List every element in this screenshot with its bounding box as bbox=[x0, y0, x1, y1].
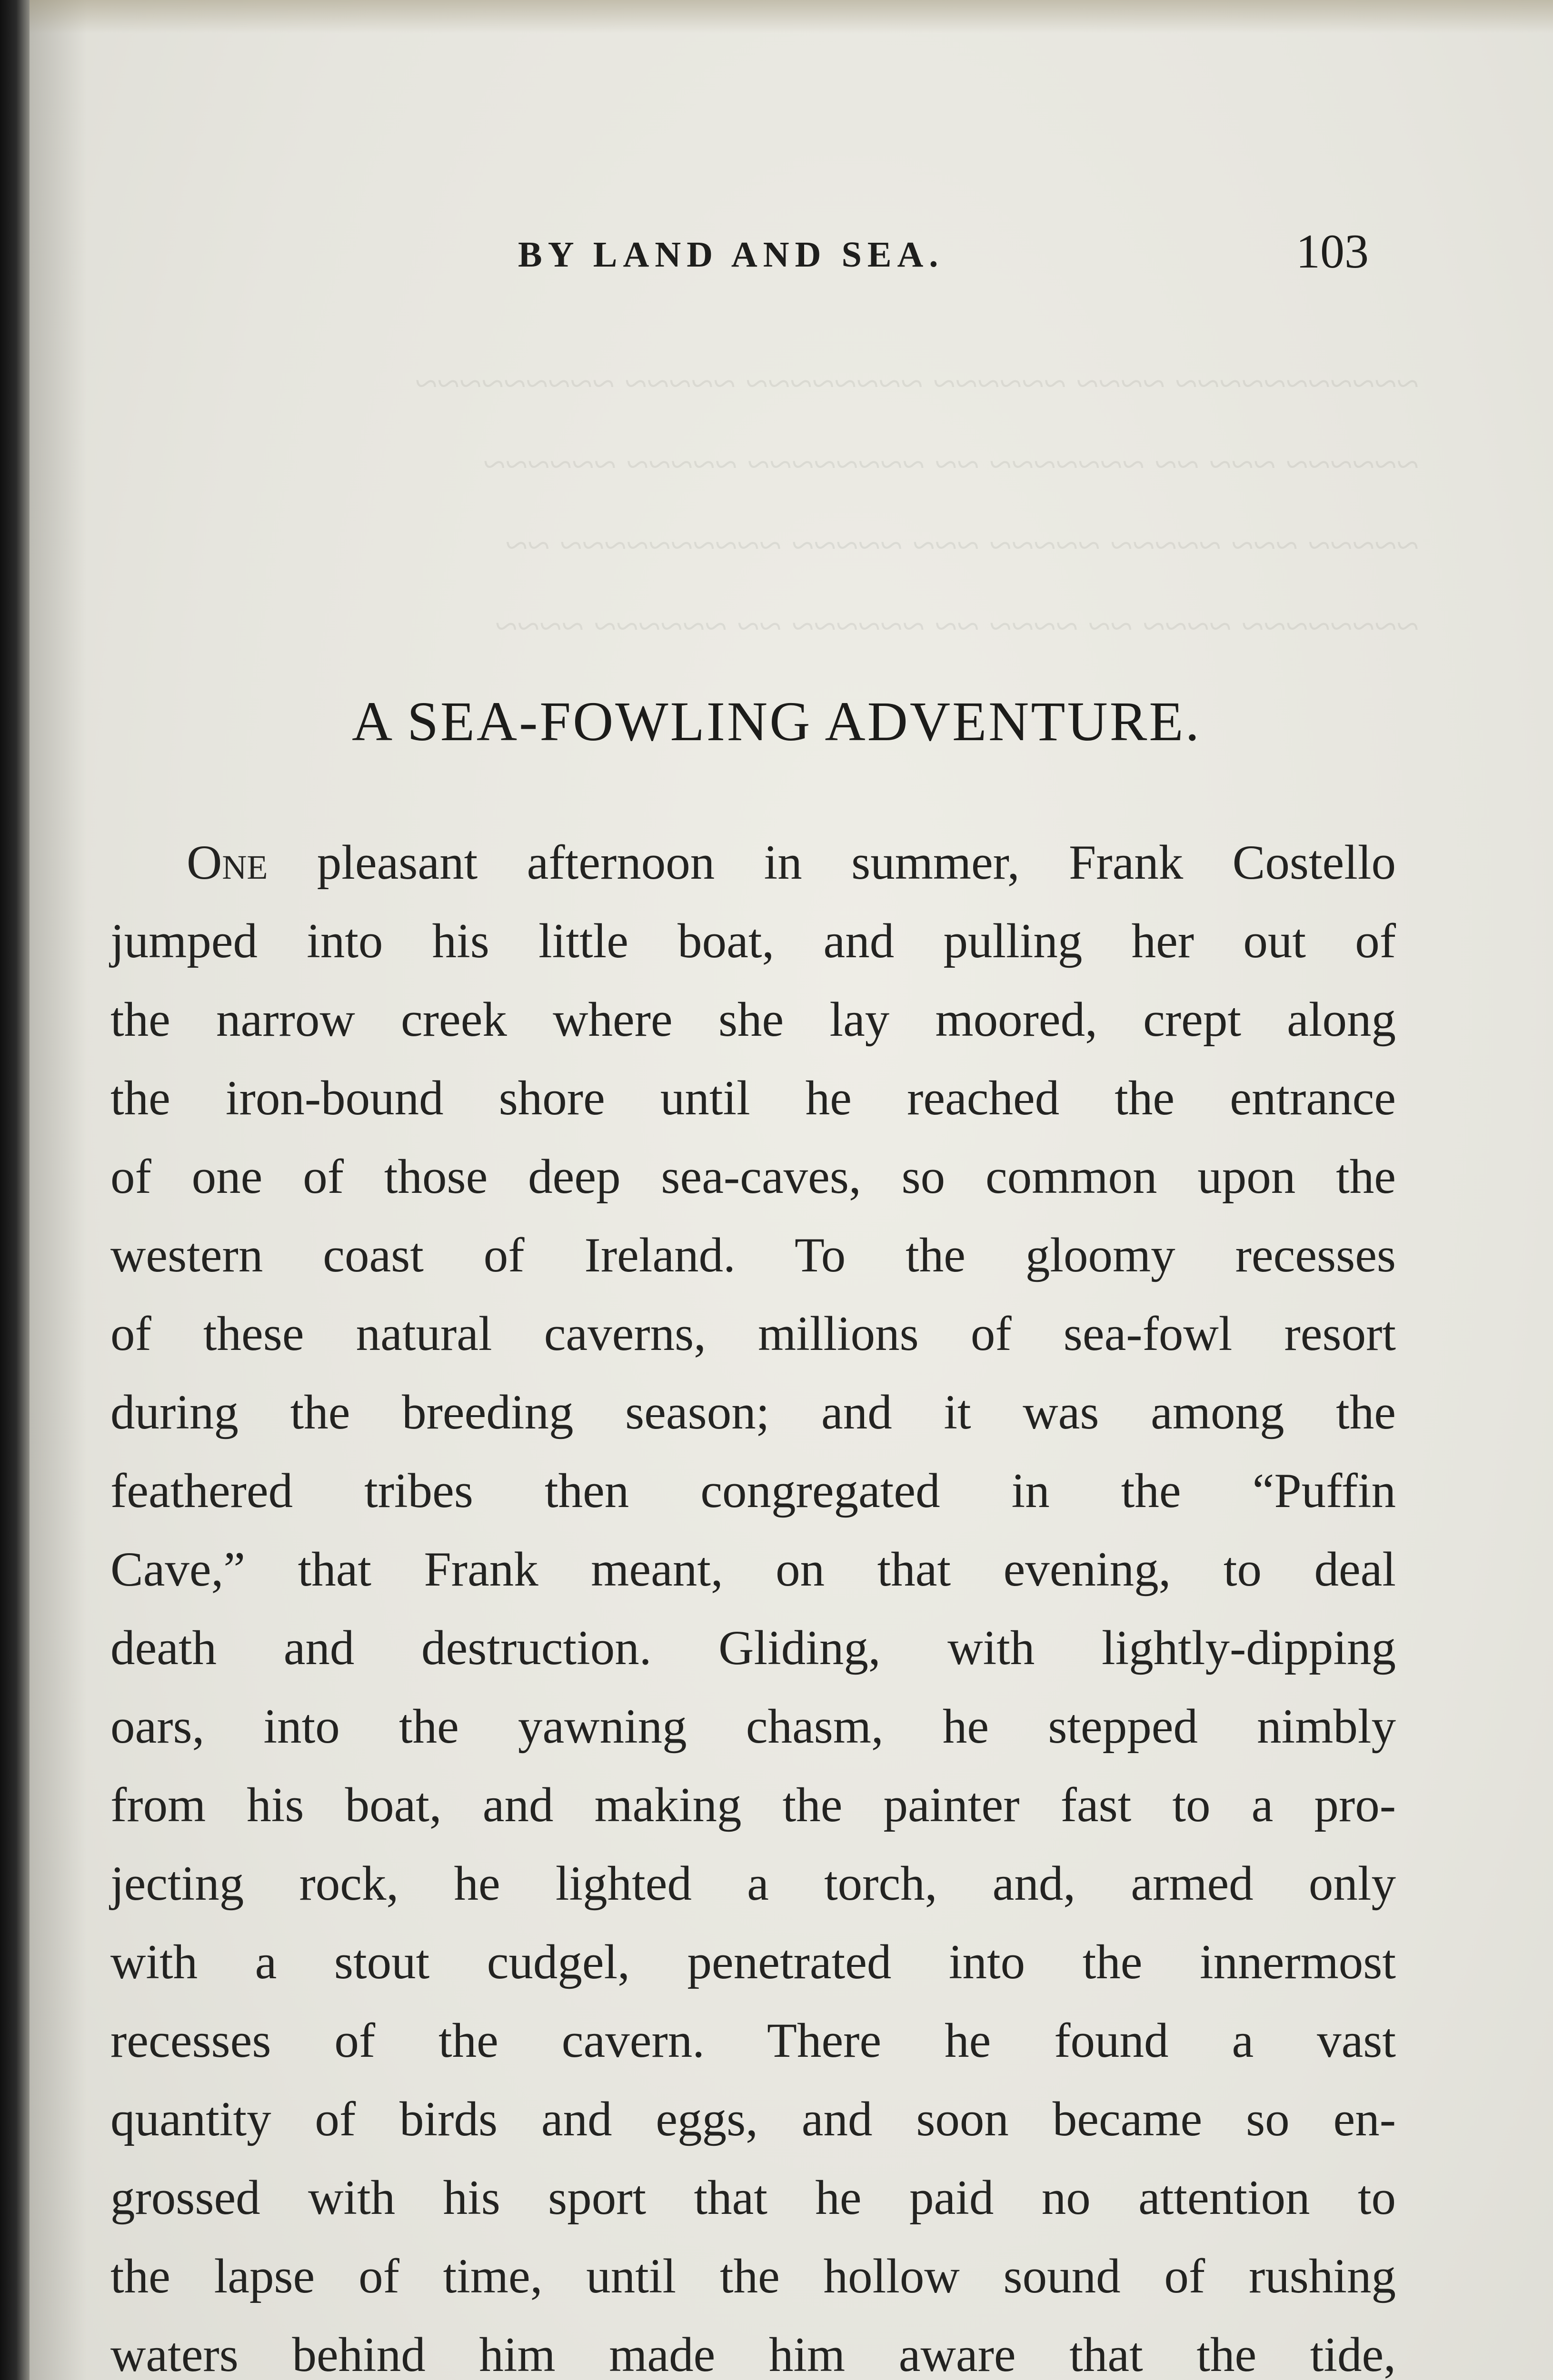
text-line: the iron-bound shore until he reached the entrance bbox=[110, 1071, 1396, 1125]
gutter-shadow bbox=[30, 0, 87, 2380]
text-line: quantity of birds and eggs, and soon became so en- bbox=[110, 2092, 1396, 2146]
text-line: feathered tribes then congregated in the “Puffin bbox=[110, 1464, 1396, 1518]
text-line: oars, into the yawning chasm, he stepped nimbly bbox=[110, 1699, 1396, 1754]
text-line: waters behind him made him aware that the tide, bbox=[110, 2328, 1396, 2380]
text-line: of one of those deep sea-caves, so common upon the bbox=[110, 1150, 1396, 1204]
text-line: of these natural caverns, millions of sea-fowl resort bbox=[110, 1307, 1396, 1361]
text-line: Cave,” that Frank meant, on that evening, to deal bbox=[110, 1542, 1396, 1597]
page-top-edge bbox=[30, 0, 1553, 33]
text-line: the lapse of time, until the hollow sound of rushing bbox=[110, 2249, 1396, 2303]
book-binding-edge bbox=[0, 0, 30, 2380]
running-title: BY LAND AND SEA. bbox=[518, 235, 944, 275]
text-line: grossed with his sport that he paid no attention to bbox=[110, 2171, 1396, 2225]
text-line: recesses of the cavern. There he found a vast bbox=[110, 2013, 1396, 2068]
running-header bbox=[0, 225, 1553, 287]
text-line: jumped into his little boat, and pulling her out of bbox=[110, 914, 1396, 968]
drop-word: One bbox=[187, 835, 268, 890]
body-text bbox=[110, 823, 1396, 2380]
text-line: during the breeding season; and it was among the bbox=[110, 1385, 1396, 1439]
show-through-texture: ~~~~~~~~~~~ ~~~~ ~~~~~~ ~~~~~~~~ ~~~~~ ~~~~~~~~~ ~~~~~~ ~~~ ~~ ~~~~~~~ ~~ ~~~~~~~~ ~~~~~ ~~~~~~ ~~~~~ ~~~ ~~~~~ ~~~~~ ~~~ ~~~~~ ~~~~~~~~~~ ~~ ~~~~~~~~ ~~~~ ~~ ~~~~ ~~ ~~~~~~ ~~ ~~~~~~ ~~~~ bbox=[415, 360, 1419, 649]
text-line: with a stout cudgel, penetrated into the innermost bbox=[110, 1935, 1396, 1989]
page-number: 103 bbox=[1296, 225, 1369, 278]
text-line: jecting rock, he lighted a torch, and, armed only bbox=[110, 1856, 1396, 1911]
text-line: from his boat, and making the painter fast to a pro- bbox=[110, 1778, 1396, 1832]
text-line: the narrow creek where she lay moored, crept along bbox=[110, 992, 1396, 1047]
text-line: death and destruction. Gliding, with lightly-dipping bbox=[110, 1621, 1396, 1675]
text-line: One pleasant afternoon in summer, Frank Costello bbox=[187, 835, 1396, 890]
chapter-title: A SEA-FOWLING ADVENTURE. bbox=[352, 690, 1201, 753]
text-line: western coast of Ireland. To the gloomy recesses bbox=[110, 1228, 1396, 1282]
